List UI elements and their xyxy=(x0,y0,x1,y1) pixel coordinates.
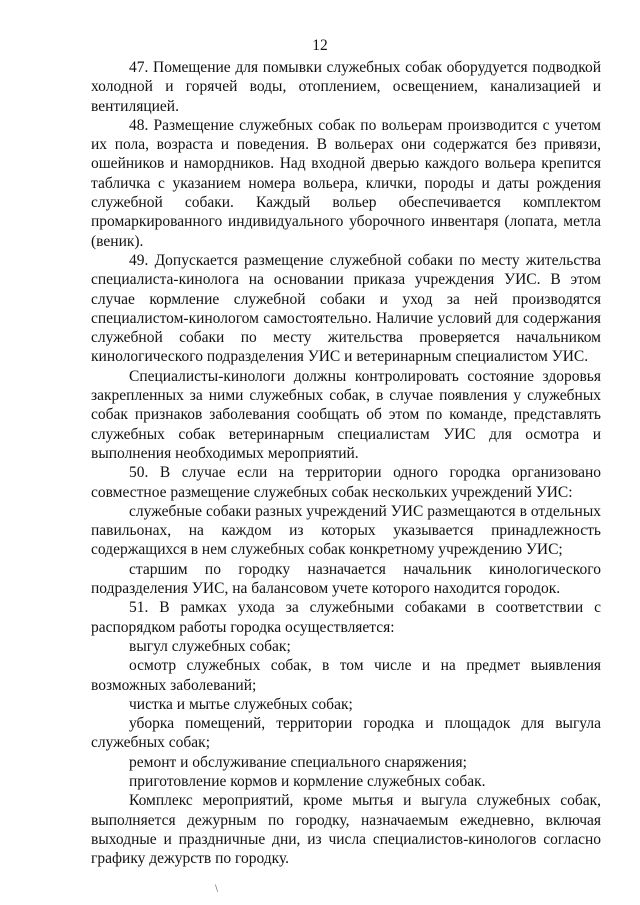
paragraph-50-item-pavilions: служебные собаки разных учреждений УИС размещаются в отдельных павильонах, на каждом из которых указывается принадлежность содержащихся в нем служебных собак конкретному учреждению УИС; xyxy=(91,502,601,559)
paragraph-50: 50. В случае если на территории одного городка организовано совместное размещение служебных собак нескольких учреждений УИС: xyxy=(91,464,601,501)
list-item-inspection: осмотр служебных собак, в том числе и на предмет выявления возможных заболеваний; xyxy=(91,657,601,694)
paragraph-51: 51. В рамках ухода за служебными собаками в соответствии с распорядком работы городка осуществляется: xyxy=(91,599,601,636)
scan-mark: \ xyxy=(215,884,219,894)
list-item-equipment-repair: ремонт и обслуживание специального снаряжения; xyxy=(129,753,467,771)
list-item-cleaning: чистка и мытье служебных собак; xyxy=(129,695,353,713)
document-body xyxy=(91,58,601,868)
list-item-premises-cleaning: уборка помещений, территории городка и площадок для выгула служебных собак; xyxy=(91,715,601,752)
paragraph-kinologists-duties: Специалисты-кинологи должны контролировать состояние здоровья закрепленных за ними служебных собак, в случае появления у служебных собак признаков заболевания сообщать об этом по команде, представлять служебных собак ветеринарным специалистам УИС для осмотра и выполнения необходимых мероприятий. xyxy=(91,367,601,462)
paragraph-50-item-senior: старшим по городку назначается начальник кинологического подразделения УИС, на балансовом учете которого находится городок. xyxy=(91,560,601,598)
list-item-walking: выгул служебных собак; xyxy=(129,637,291,655)
paragraph-duty-complex: Комплекс мероприятий, кроме мытья и выгула служебных собак, выполняется дежурным по городку, назначаемым ежедневно, включая выходные и праздничные дни, из числа специалистов-кинологов согласно графику дежурств по городку. xyxy=(91,792,601,868)
paragraph-48: 48. Размещение служебных собак по вольерам производится с учетом их пола, возраста и поведения. В вольерах они содержатся без привязи, ошейников и намордников. Над входной дверью каждого вольера крепится табличка с указанием номера вольера, клички, породы и даты рождения служебной собаки. Каждый вольер обеспечивается комплектом промаркированного индивидуального уборочного инвентаря (лопата, метла (веник). xyxy=(91,116,601,250)
paragraph-47: 47. Помещение для помывки служебных собак оборудуется подводкой холодной и горячей воды, отоплением, освещением, канализацией и вентиляцией. xyxy=(91,59,601,115)
page-number: 12 xyxy=(312,37,328,54)
paragraph-49: 49. Допускается размещение служебной собаки по месту жительства специалиста-кинолога на основании приказа учреждения УИС. В этом случае кормление служебной собаки и уход за ней производятся специалистом-кинологом самостоятельно. Наличие условий для содержания служебной собаки по месту жительства проверяется начальником кинологического подразделения УИС и ветеринарным специалистом УИС. xyxy=(91,251,601,366)
list-item-feeding: приготовление кормов и кормление служебных собак. xyxy=(129,772,486,790)
